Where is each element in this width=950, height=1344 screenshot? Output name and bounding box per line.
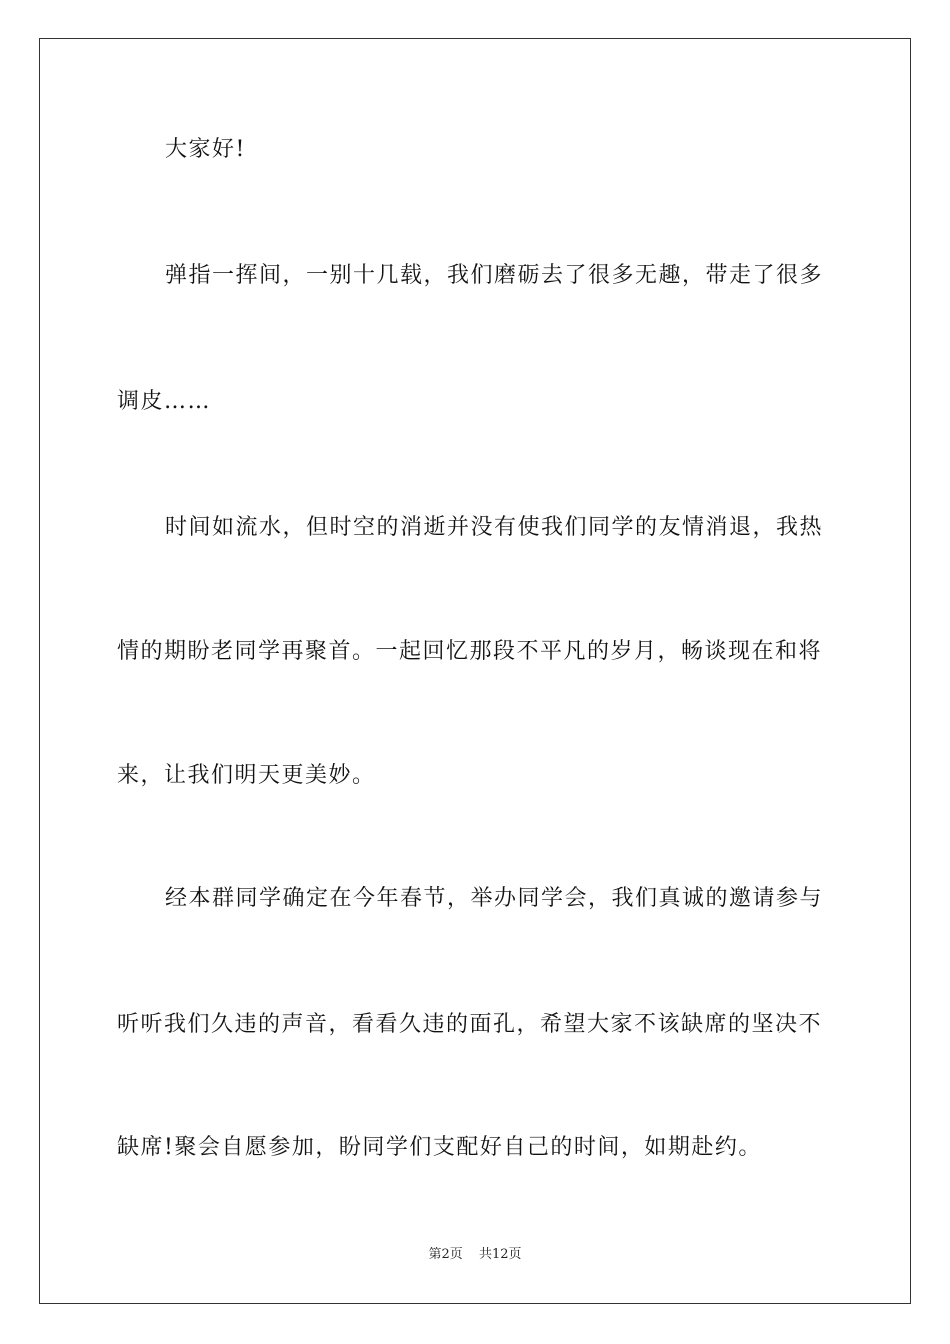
page-number: 第2页 <box>428 1247 463 1262</box>
page-frame <box>39 38 911 1304</box>
greeting-line: 大家好! <box>165 137 246 162</box>
page-footer <box>0 1246 950 1264</box>
paragraph-2-line-1: 时间如流水，但时空的消逝并没有使我们同学的友情消退，我热 <box>165 515 824 540</box>
paragraph-1-line-1: 弹指一挥间，一别十几载，我们磨砺去了很多无趣，带走了很多 <box>165 263 824 288</box>
paragraph-3-line-1: 经本群同学确定在今年春节，举办同学会，我们真诚的邀请参与 <box>165 886 824 911</box>
paragraph-3-line-3: 缺席!聚会自愿参加，盼同学们支配好自己的时间，如期赴约。 <box>117 1135 762 1160</box>
page-total: 共12页 <box>478 1247 522 1262</box>
paragraph-3-line-2: 听听我们久违的声音，看看久违的面孔，希望大家不该缺席的坚决不 <box>117 1012 823 1037</box>
paragraph-1-line-2: 调皮…… <box>117 389 212 414</box>
paragraph-2-line-2: 情的期盼老同学再聚首。一起回忆那段不平凡的岁月，畅谈现在和将 <box>117 639 823 664</box>
paragraph-2-line-3: 来，让我们明天更美妙。 <box>117 763 376 788</box>
